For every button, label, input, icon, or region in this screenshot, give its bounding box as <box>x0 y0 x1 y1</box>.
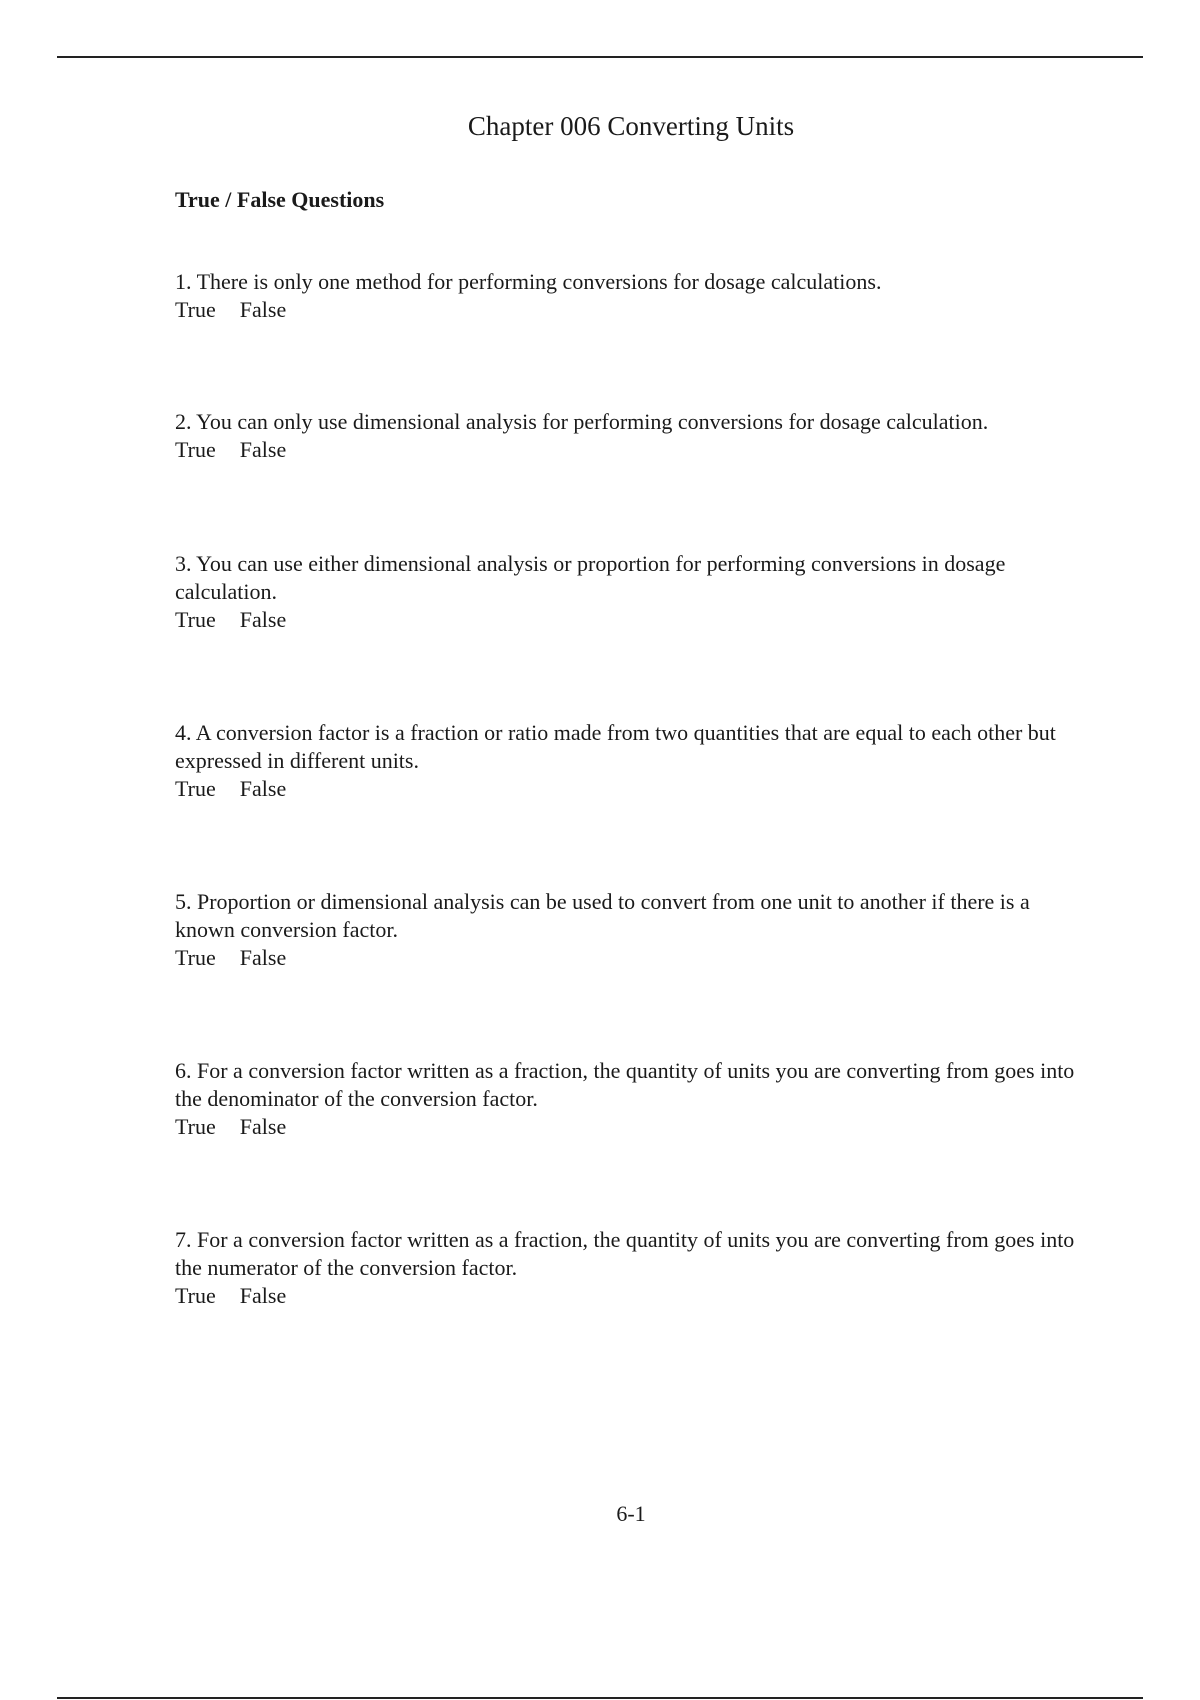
answer-options <box>175 606 1095 634</box>
answer-options <box>175 436 1095 464</box>
question-1 <box>175 268 1095 324</box>
option-false[interactable]: False <box>239 1114 287 1139</box>
bottom-rule <box>57 1697 1143 1699</box>
question-text: 6. For a conversion factor written as a fraction, the quantity of units you are converting from goes into the denominator of the conversion factor. <box>175 1058 1075 1111</box>
question-6 <box>175 1057 1095 1141</box>
option-true[interactable]: True <box>175 776 216 801</box>
option-true[interactable]: True <box>175 1114 216 1139</box>
answer-options <box>175 1282 1095 1310</box>
question-text: 5. Proportion or dimensional analysis can be used to convert from one unit to another if there is a known conversion factor. <box>175 889 1030 942</box>
answer-options <box>175 944 1095 972</box>
answer-options <box>175 296 1095 324</box>
section-heading: True / False Questions <box>175 187 385 212</box>
option-false[interactable]: False <box>239 437 287 462</box>
top-rule <box>57 56 1143 58</box>
page-number: 6-1 <box>616 1501 646 1526</box>
question-text: 2. You can only use dimensional analysis for performing conversions for dosage calculation. <box>175 409 989 434</box>
option-false[interactable]: False <box>239 607 287 632</box>
question-text: 4. A conversion factor is a fraction or ratio made from two quantities that are equal to each other but expressed in different units. <box>175 720 1056 773</box>
option-false[interactable]: False <box>239 945 287 970</box>
question-2 <box>175 408 1095 464</box>
question-text: 3. You can use either dimensional analysis or proportion for performing conversions in dosage calculation. <box>175 551 1006 604</box>
answer-options <box>175 1113 1095 1141</box>
answer-options <box>175 775 1095 803</box>
question-text: 7. For a conversion factor written as a fraction, the quantity of units you are converting from goes into the numerator of the conversion factor. <box>175 1227 1075 1280</box>
option-false[interactable]: False <box>239 776 287 801</box>
option-true[interactable]: True <box>175 945 216 970</box>
option-false[interactable]: False <box>239 297 287 322</box>
option-true[interactable]: True <box>175 1283 216 1308</box>
question-7 <box>175 1226 1095 1310</box>
option-true[interactable]: True <box>175 297 216 322</box>
option-false[interactable]: False <box>239 1283 287 1308</box>
option-true[interactable]: True <box>175 607 216 632</box>
option-true[interactable]: True <box>175 437 216 462</box>
question-5 <box>175 888 1095 972</box>
question-text: 1. There is only one method for performing conversions for dosage calculations. <box>175 269 882 294</box>
question-4 <box>175 719 1095 803</box>
question-3 <box>175 550 1095 634</box>
page-title: Chapter 006 Converting Units <box>467 111 795 141</box>
